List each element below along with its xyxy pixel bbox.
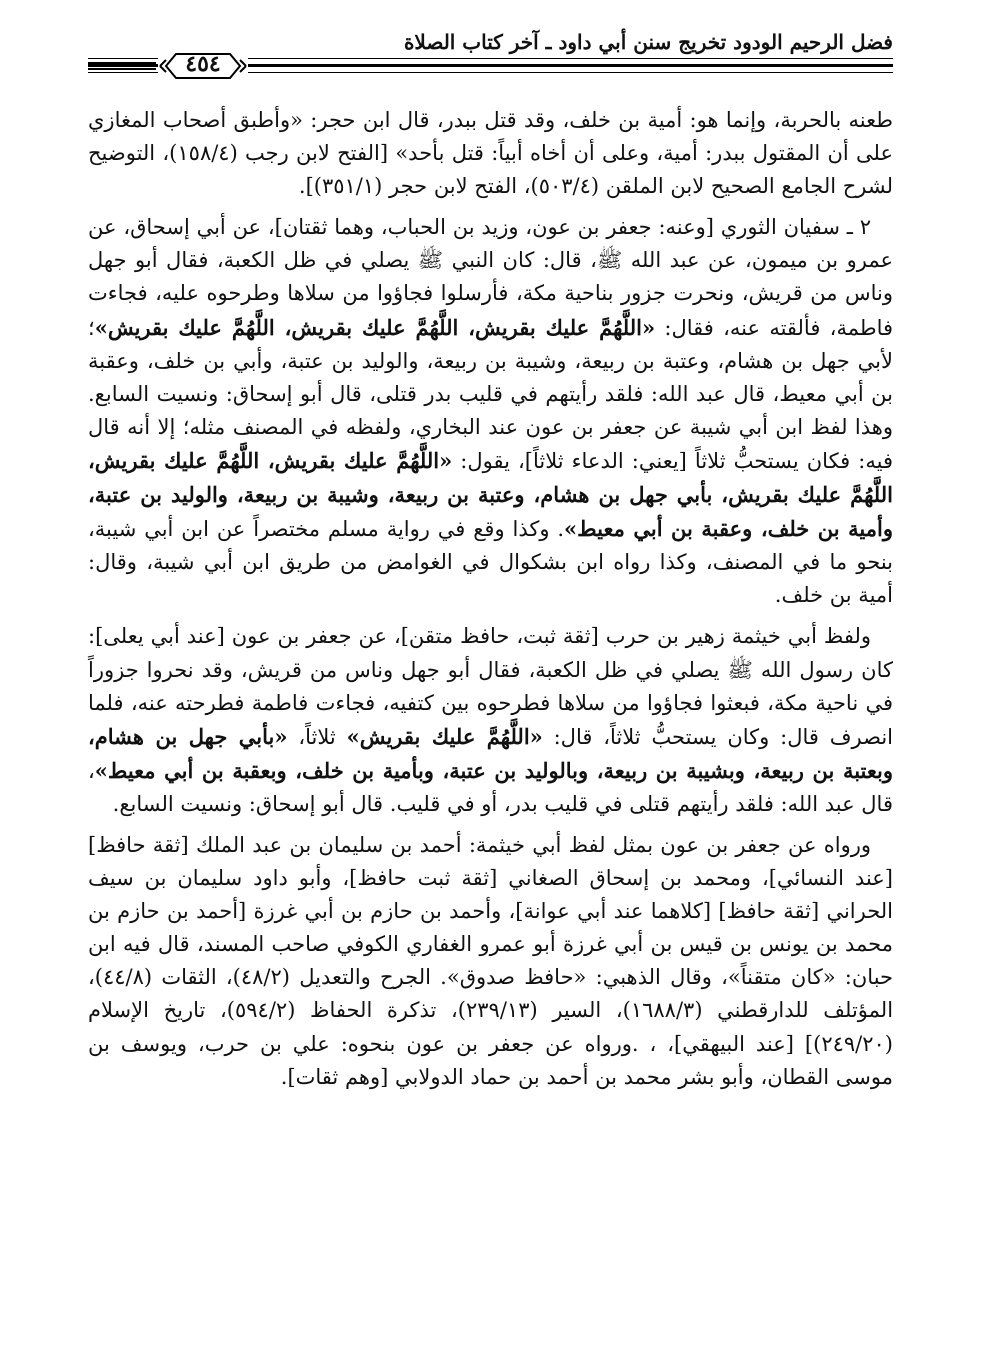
page-number-badge (158, 48, 248, 84)
paragraph-text: ثلاثاً، (287, 724, 347, 749)
left-ornament-rules (88, 62, 156, 74)
paragraph-text: ولفظ أبي خيثمة زهير بن حرب [ثقة ثبت، حافظ متقن]، عن جعفر بن عون [عند أبي يعلى]: كان رسول الله ﷺ يصلي في ظل الكعبة، فقال أبو جهل وناس من قريش، وقد نحروا جزوراً في ناحية مكة، فبعثوا فجاؤوا من سلاها فطرحوه بين كتفيه، فجاءت فاطمة فطرحته عنه، فلما انصرف قال: وكان يستحبُّ ثلاثاً، قال: (88, 624, 893, 749)
paragraph-text: . وكذا وقع في رواية مسلم مختصراً عن ابن أبي شيبة، بنحو ما في المصنف، وكذا رواه ابن بشكوال في الغوامض من طريق ابن أبي شيبة، وقال: أمية بن خلف. (88, 517, 893, 608)
paragraph (88, 620, 893, 821)
page-number: ٤٥٤ (185, 51, 221, 77)
running-title: فضل الرحيم الودود تخريج سنن أبي داود ـ آخر كتاب الصلاة (403, 30, 893, 54)
paragraph-text: ٢ ـ سفيان الثوري [وعنه: جعفر بن عون، وزيد بن الحباب، وهما ثقتان]، عن أبي إسحاق، عن عمرو بن ميمون، عن عبد الله ﷺ، قال: كان النبي ﷺ يصلي في ظل الكعبة، فقال أبو جهل وناس من قريش، ونحرت جزور بناحية مكة، فأرسلوا فجاؤوا من سلاها وطرحوه عليه، فجاءت فاطمة، فألقته عنه، فقال: (88, 215, 894, 340)
page-header (88, 30, 893, 90)
paragraph (88, 211, 893, 612)
paragraph-text: طعنه بالحربة، وإنما هو: أمية بن خلف، وقد قتل ببدر، قال ابن حجر: «وأطبق أصحاب المغازي على أن المقتول ببدر: أمية، وعلى أن أخاه أبياً: قتل بأحد» [الفتح لابن رجب (١٥٨/٤)، التوضيح لشرح الجامع الصحيح لابن الملقن (٥٠٣/٤)، الفتح لابن حجر (٣٥١/١)]. (88, 108, 893, 199)
paragraph-text: ؛ لأبي جهل بن هشام، وعتبة بن ربيعة، وشيبة بن ربيعة، والوليد بن عتبة، وأبي بن خلف، وعقبة بن أبي معيط، قال عبد الله: فلقد رأيتهم في قليب بدر قتلى، قال أبو إسحاق: ونسيت السابع. وهذا لفظ ابن أبي شيبة عن جعفر بن عون عند البخاري، ولفظه في المصنف مثله؛ إلا أنه قال فيه: فكان يستحبُّ ثلاثاً [يعني: الدعاء ثلاثاً]، يقول: (88, 315, 893, 473)
page-body (88, 104, 893, 1102)
hadith-quote: «اللَّهُمَّ عليك بقريش» (346, 723, 543, 749)
paragraph-text: ورواه عن جعفر بن عون بمثل لفظ أبي خيثمة: أحمد بن سليمان بن عبد الملك [ثقة حافظ] [عند النسائي]، ومحمد بن إسحاق الصغاني [ثقة ثبت حافظ]، وأبو داود سليمان بن سيف الحراني [ثقة حافظ] [كلاهما عند أبي عوانة]، وأحمد بن حازم بن أبي غرزة [أحمد بن حازم بن محمد بن يونس بن قيس بن أبي غرزة أبو عمرو الغفاري الكوفي صاحب المسند، قال فيه ابن حبان: «كان متقناً»، وقال الذهبي: «حافظ صدوق». الجرح والتعديل (٤٨/٢)، الثقات (٤٤/٨)، المؤتلف للدارقطني (١٦٨٨/٣)، السير (٢٣٩/١٣)، تذكرة الحفاظ (٥٩٤/٢)، تاريخ الإسلام (٢٤٩/٢٠)] [عند البيهقي]، ، .ورواه عن جعفر بن عون بنحوه: علي بن حرب، ويوسف بن موسى القطان، وأبو بشر محمد بن أحمد بن حماد الدولابي [وهم ثقات]. (88, 832, 894, 1089)
hadith-quote: «اللَّهُمَّ عليك بقريش، اللَّهُمَّ عليك بقريش، اللَّهُمَّ عليك بقريش، بأبي جهل بن هشام، وعتبة بن ربيعة، وشيبة بن ربيعة، والوليد بن عتبة، وأمية بن خلف، وعقبة بن أبي معيط» (88, 447, 893, 542)
paragraph-text: ، قال عبد الله: فلقد رأيتهم قتلى في قليب بدر، أو في قليب. قال أبو إسحاق: ونسيت السابع. (88, 758, 893, 816)
hadith-quote: «اللَّهُمَّ عليك بقريش، اللَّهُمَّ عليك بقريش، اللَّهُمَّ عليك بقريش» (94, 314, 656, 340)
paragraph (88, 104, 893, 203)
hadith-quote: «بأبي جهل بن هشام، وبعتبة بن ربيعة، وبشيبة بن ربيعة، وبالوليد بن عتبة، وبأمية بن خلف، وبعقبة بن أبي معيط» (88, 723, 893, 783)
paragraph (88, 829, 893, 1094)
